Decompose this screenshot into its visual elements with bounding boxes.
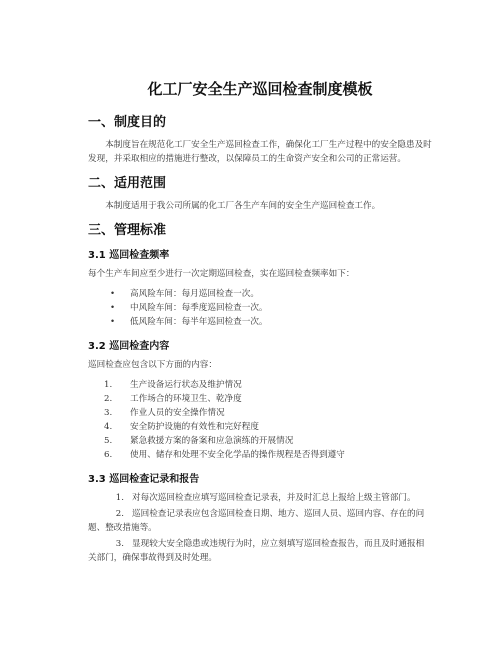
- bullet-icon: •: [110, 317, 116, 327]
- bullet-icon: •: [110, 303, 116, 313]
- section-body-scope: 本制度适用于我公司所属的化工厂各生产车间的安全生产巡回检查工作。: [105, 201, 381, 211]
- subsection-heading-content: 3.2 巡回检查内容: [88, 341, 170, 352]
- list-item: • 中风险车间：每季度巡回检查一次。: [110, 303, 268, 313]
- list-item: 2. 巡回检查记录表应包含巡回检查日期、地方、巡回人员、巡回内容、存在的问题、整改措施等。: [88, 509, 425, 533]
- list-item: 4. 安全防护设施的有效性和完好程度: [104, 422, 259, 432]
- section-heading-standards: 三、管理标准: [88, 223, 167, 238]
- list-item: • 低风险车间：每半年巡回检查一次。: [110, 317, 268, 327]
- content-list: [88, 378, 432, 462]
- section-heading-scope: 二、适用范围: [88, 176, 167, 191]
- list-item: 3. 作业人员的安全操作情况: [104, 408, 225, 418]
- bullet-icon: •: [110, 289, 116, 299]
- section-heading-purpose: 一、制度目的: [88, 115, 167, 130]
- list-item: 5. 紧急救援方案的备案和应急演练的开展情况: [104, 436, 294, 446]
- subsection-intro-frequency: 每个生产车间应至少进行一次定期巡回检查，实在巡回检查频率如下：: [88, 269, 355, 279]
- list-item: • 高风险车间：每月巡回检查一次。: [110, 289, 259, 299]
- document-title: 化工厂安全生产巡回检查制度模板: [147, 80, 373, 98]
- list-item: 2. 工作场合的环境卫生、乾净度: [104, 394, 242, 404]
- list-item: 1. 生产设备运行状态及维护情况: [104, 380, 242, 390]
- list-item: 1. 对每次巡回检查应填写巡回检查记录表，并及时汇总上报给上级主管部门。: [115, 493, 416, 503]
- subsection-heading-frequency: 3.1 巡回检查频率: [88, 250, 170, 261]
- frequency-list: [88, 287, 432, 329]
- list-item: 3. 显现较大安全隐患或违规行为时，应立刻填写巡回检查报告，而且及时通报相关部门，确保事故得到及时处理。: [88, 539, 425, 563]
- list-item: 6. 使用、储存和处理不安全化学品的操作规程是否得到遵守: [104, 450, 345, 460]
- section-body-purpose: 本制度旨在规范化工厂安全生产巡回检查工作，确保化工厂生产过程中的安全隐患及时发现，并采取相应的措施进行整改，以保障员工的生命资产安全和公司的正常运营。: [88, 140, 432, 164]
- records-list: [88, 491, 432, 565]
- subsection-heading-records: 3.3 巡回检查记录和报告: [88, 474, 200, 485]
- subsection-intro-content: 巡回检查应包含以下方面的内容：: [88, 360, 217, 370]
